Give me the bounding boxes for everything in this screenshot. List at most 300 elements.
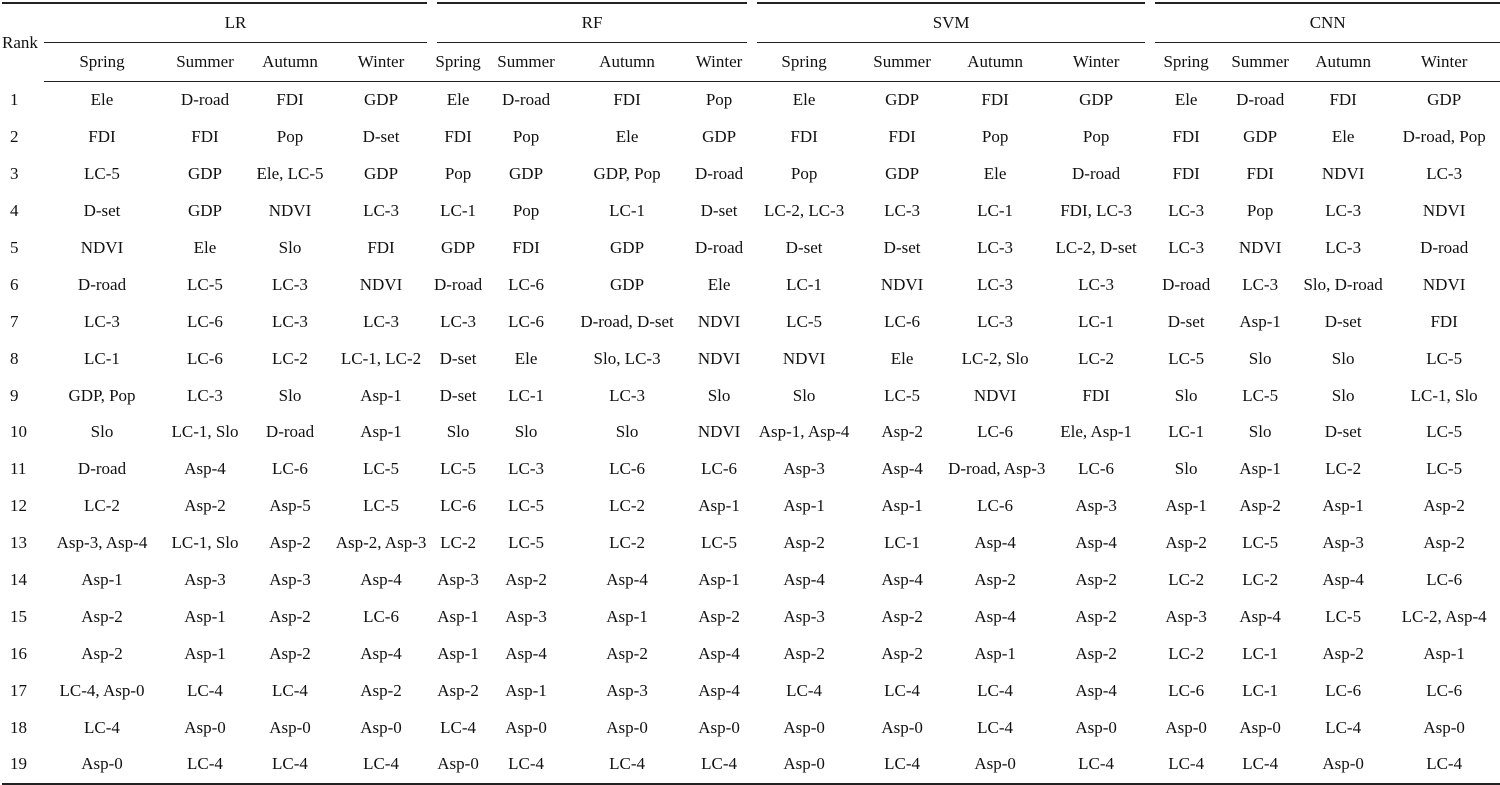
lr-cell: LC-1, Slo bbox=[171, 422, 239, 442]
cnn-cell: LC-3 bbox=[1242, 274, 1279, 294]
cnn-cell: Asp-2 bbox=[1423, 496, 1465, 516]
rf-cell: Ele bbox=[615, 127, 639, 147]
cnn-cell: D-set bbox=[1324, 422, 1362, 442]
rf-cell: Pop bbox=[512, 127, 540, 147]
rf-cell: LC-5 bbox=[701, 533, 738, 553]
svm-cell: Asp-4 bbox=[881, 570, 923, 590]
table-row bbox=[2, 635, 1500, 672]
lr-cell: D-road bbox=[265, 422, 315, 442]
rf-cell: Pop bbox=[705, 90, 733, 110]
lr-cell: LC-4 bbox=[330, 746, 432, 784]
cnn-cell: LC-2 bbox=[1168, 643, 1205, 663]
lr-cell: D-set bbox=[83, 201, 121, 221]
rf-cell: D-set bbox=[439, 348, 477, 368]
cnn-cell: Asp-0 bbox=[1239, 717, 1281, 737]
cnn-cell: LC-6 bbox=[1426, 680, 1463, 700]
rank-cell: 12 bbox=[10, 496, 27, 516]
rf-cell: Asp-2 bbox=[505, 570, 547, 590]
rf-cell: LC-3 bbox=[609, 385, 645, 405]
svm-cell: GDP bbox=[885, 90, 920, 110]
cnn-cell: Slo bbox=[1331, 385, 1355, 405]
svm-cell: LC-4 bbox=[856, 746, 948, 784]
rf-cell: LC-2 bbox=[609, 533, 645, 553]
season-header-lr-summer: Summer bbox=[160, 43, 250, 82]
table-row bbox=[2, 451, 1500, 488]
svm-cell: LC-4 bbox=[977, 680, 1014, 700]
lr-cell: Asp-1 bbox=[184, 643, 226, 663]
rank-header: Rank bbox=[2, 32, 38, 52]
rf-cell: Asp-4 bbox=[698, 680, 740, 700]
cnn-cell: LC-5 bbox=[1426, 422, 1463, 442]
svm-cell: Slo bbox=[792, 385, 816, 405]
cnn-cell: FDI bbox=[1172, 164, 1200, 184]
lr-cell: Pop bbox=[276, 127, 304, 147]
lr-cell: D-road bbox=[77, 459, 127, 479]
lr-cell: GDP, Pop bbox=[68, 385, 136, 405]
rf-cell: Asp-3 bbox=[437, 570, 479, 590]
rf-cell: Asp-2 bbox=[606, 643, 648, 663]
lr-cell: LC-5 bbox=[84, 164, 120, 184]
rf-cell: Asp-1 bbox=[698, 570, 740, 590]
rf-cell: D-road bbox=[694, 164, 744, 184]
lr-cell: LC-4 bbox=[84, 717, 120, 737]
rf-cell: Slo bbox=[446, 422, 470, 442]
svm-cell: D-set bbox=[883, 238, 921, 257]
svm-cell: LC-5 bbox=[786, 311, 823, 331]
rf-cell: NDVI bbox=[697, 311, 741, 331]
svm-cell: LC-1 bbox=[884, 533, 921, 553]
lr-cell: LC-4 bbox=[187, 680, 223, 700]
lr-cell: Asp-0 bbox=[269, 717, 311, 737]
cnn-cell: Asp-3 bbox=[1322, 533, 1364, 553]
cnn-cell: FDI bbox=[1430, 311, 1458, 331]
lr-cell: D-road bbox=[180, 90, 230, 110]
svm-cell: LC-3 bbox=[977, 311, 1014, 331]
cnn-cell: LC-5 bbox=[1242, 533, 1279, 553]
rank-cell: 17 bbox=[10, 680, 27, 700]
lr-cell: Asp-1 bbox=[360, 422, 402, 442]
rf-cell: LC-6 bbox=[701, 459, 738, 479]
lr-cell: LC-2 bbox=[84, 496, 120, 516]
rf-cell: D-road bbox=[501, 90, 551, 110]
cnn-cell: D-road, Pop bbox=[1402, 127, 1486, 147]
table-row bbox=[2, 303, 1500, 340]
lr-cell: Asp-2, Asp-3 bbox=[335, 533, 427, 553]
cnn-cell: LC-5 bbox=[1168, 348, 1205, 368]
rank-cell: 5 bbox=[10, 238, 19, 257]
cnn-cell: Slo bbox=[1248, 348, 1272, 368]
lr-cell: FDI bbox=[191, 127, 219, 147]
rf-cell: Asp-3 bbox=[505, 606, 547, 626]
cnn-cell: Asp-1 bbox=[1239, 459, 1281, 479]
rf-cell: GDP bbox=[610, 238, 645, 257]
lr-cell: Asp-4 bbox=[360, 570, 402, 590]
lr-cell: LC-6 bbox=[363, 606, 399, 626]
lr-cell: Asp-1 bbox=[360, 385, 402, 405]
lr-cell: Asp-5 bbox=[269, 496, 311, 516]
cnn-cell: LC-1, Slo bbox=[1410, 385, 1478, 405]
lr-cell: LC-3 bbox=[187, 385, 223, 405]
lr-cell: GDP bbox=[364, 164, 399, 184]
lr-cell: Ele bbox=[193, 238, 217, 257]
lr-cell: Asp-3 bbox=[184, 570, 226, 590]
rf-cell: D-road bbox=[433, 274, 483, 294]
rank-cell: 8 bbox=[10, 348, 19, 368]
rf-cell: LC-4 bbox=[686, 746, 752, 784]
svm-cell: Asp-2 bbox=[1075, 643, 1117, 663]
cnn-cell: LC-6 bbox=[1325, 680, 1362, 700]
rf-cell: FDI bbox=[613, 90, 641, 110]
rf-cell: Asp-2 bbox=[437, 680, 479, 700]
svm-cell: Asp-4 bbox=[881, 459, 923, 479]
lr-cell: NDVI bbox=[268, 201, 312, 221]
lr-cell: Asp-4 bbox=[360, 643, 402, 663]
svm-cell: Asp-0 bbox=[1075, 717, 1117, 737]
cnn-cell: LC-6 bbox=[1426, 570, 1463, 590]
table-row bbox=[2, 598, 1500, 635]
rf-cell: LC-6 bbox=[508, 311, 544, 331]
season-header-lr-autumn: Autumn bbox=[250, 43, 330, 82]
rf-cell: Ele bbox=[446, 90, 470, 110]
cnn-cell: Asp-0 bbox=[1298, 746, 1388, 784]
lr-cell: LC-6 bbox=[187, 348, 223, 368]
lr-cell: GDP bbox=[364, 90, 399, 110]
cnn-cell: NDVI bbox=[1422, 274, 1466, 294]
svm-cell: LC-4 bbox=[977, 717, 1014, 737]
season-header-cnn-summer: Summer bbox=[1222, 43, 1298, 82]
lr-cell: GDP bbox=[187, 164, 222, 184]
cnn-cell: Ele bbox=[1331, 127, 1355, 147]
cnn-cell: LC-5 bbox=[1426, 459, 1463, 479]
model-header-cnn: CNN bbox=[1150, 3, 1500, 43]
svm-cell: Asp-0 bbox=[881, 717, 923, 737]
cnn-cell: Asp-4 bbox=[1322, 570, 1364, 590]
rank-cell: 3 bbox=[10, 164, 19, 184]
cnn-cell: FDI bbox=[1246, 164, 1274, 184]
svm-cell: Asp-1 bbox=[974, 643, 1016, 663]
lr-cell: LC-5 bbox=[363, 496, 399, 516]
svm-cell: D-road bbox=[1072, 164, 1121, 184]
rf-cell: LC-5 bbox=[508, 533, 544, 553]
cnn-cell: LC-2, Asp-4 bbox=[1401, 606, 1487, 626]
rf-cell: Pop bbox=[512, 201, 540, 221]
svm-cell: Asp-2 bbox=[1075, 606, 1117, 626]
lr-cell: LC-4 bbox=[160, 746, 250, 784]
rf-cell: Asp-0 bbox=[505, 717, 547, 737]
svm-cell: FDI bbox=[1082, 385, 1110, 405]
rank-cell: 7 bbox=[10, 311, 19, 331]
svm-cell: LC-2, LC-3 bbox=[763, 201, 845, 221]
cnn-cell: Asp-0 bbox=[1165, 717, 1207, 737]
svm-cell: D-road, Asp-3 bbox=[948, 459, 1046, 479]
cnn-cell: LC-1 bbox=[1242, 680, 1279, 700]
svm-cell: NDVI bbox=[973, 385, 1017, 405]
lr-cell: LC-2 bbox=[272, 348, 308, 368]
rf-cell: Asp-4 bbox=[698, 643, 740, 663]
svm-cell: FDI bbox=[888, 127, 916, 147]
svm-cell: Ele bbox=[983, 164, 1007, 184]
svm-cell: Asp-1, Asp-4 bbox=[758, 422, 850, 442]
cnn-cell: Slo bbox=[1174, 385, 1198, 405]
lr-cell: Slo bbox=[278, 385, 302, 405]
cnn-cell: LC-2 bbox=[1242, 570, 1279, 590]
rf-cell: Asp-1 bbox=[505, 680, 547, 700]
svm-cell: Asp-4 bbox=[1075, 680, 1117, 700]
lr-cell: LC-1, Slo bbox=[171, 533, 239, 553]
svm-cell: FDI, LC-3 bbox=[1060, 201, 1132, 221]
lr-cell: Asp-2 bbox=[81, 643, 123, 663]
cnn-cell: Asp-1 bbox=[1239, 311, 1281, 331]
cnn-cell: Slo bbox=[1174, 459, 1198, 479]
lr-cell: LC-4, Asp-0 bbox=[59, 680, 145, 700]
svm-cell: NDVI bbox=[782, 348, 826, 368]
lr-cell: Asp-0 bbox=[44, 746, 160, 784]
svm-cell: Ele bbox=[890, 348, 914, 368]
svm-cell: GDP bbox=[1079, 90, 1114, 110]
svm-cell: LC-6 bbox=[977, 422, 1014, 442]
lr-cell: FDI bbox=[88, 127, 116, 147]
rf-cell: LC-1 bbox=[609, 201, 645, 221]
lr-cell: Asp-2 bbox=[269, 643, 311, 663]
table-row bbox=[2, 709, 1500, 746]
feature-rank-table bbox=[2, 2, 1500, 785]
svm-cell: LC-3 bbox=[977, 274, 1014, 294]
cnn-cell: D-set bbox=[1167, 311, 1205, 331]
season-header-lr-winter: Winter bbox=[330, 43, 432, 82]
lr-cell: Asp-2 bbox=[360, 680, 402, 700]
lr-cell: LC-3 bbox=[272, 274, 308, 294]
rf-cell: Slo bbox=[615, 422, 639, 442]
rf-cell: LC-1 bbox=[508, 385, 544, 405]
lr-cell: FDI bbox=[276, 90, 304, 110]
rf-cell: Asp-1 bbox=[698, 496, 740, 516]
cnn-cell: Asp-1 bbox=[1423, 643, 1465, 663]
table-row bbox=[2, 488, 1500, 525]
svm-cell: LC-2, Slo bbox=[961, 348, 1029, 368]
table-row bbox=[2, 119, 1500, 156]
svm-cell: LC-3 bbox=[977, 238, 1014, 257]
cnn-cell: NDVI bbox=[1422, 201, 1466, 221]
cnn-cell: D-set bbox=[1324, 311, 1362, 331]
cnn-cell: FDI bbox=[1329, 90, 1357, 110]
season-header-svm-summer: Summer bbox=[856, 43, 948, 82]
rf-cell: LC-4 bbox=[568, 746, 686, 784]
svm-cell: Asp-2 bbox=[783, 533, 825, 553]
rf-cell: LC-1 bbox=[440, 201, 476, 221]
lr-cell: Asp-2 bbox=[269, 533, 311, 553]
rf-cell: D-road, D-set bbox=[580, 311, 674, 331]
cnn-cell: LC-4 bbox=[1388, 746, 1500, 784]
svm-cell: LC-1 bbox=[977, 201, 1014, 221]
rf-cell: LC-5 bbox=[508, 496, 544, 516]
rf-cell: LC-2 bbox=[440, 533, 476, 553]
table-row bbox=[2, 377, 1500, 414]
svm-cell: Ele, Asp-1 bbox=[1060, 422, 1132, 442]
lr-cell: Slo bbox=[278, 238, 302, 257]
rf-cell: D-road bbox=[694, 238, 744, 257]
rank-cell: 4 bbox=[10, 201, 19, 221]
rf-cell: LC-3 bbox=[508, 459, 544, 479]
cnn-cell: Asp-2 bbox=[1423, 533, 1465, 553]
rf-cell: GDP bbox=[702, 127, 737, 147]
season-header-rf-autumn: Autumn bbox=[568, 43, 686, 82]
svm-cell: Asp-2 bbox=[881, 422, 923, 442]
season-header-svm-spring: Spring bbox=[752, 43, 856, 82]
rank-cell: 10 bbox=[10, 422, 27, 442]
rf-cell: Slo, LC-3 bbox=[593, 348, 661, 368]
rf-cell: Asp-1 bbox=[437, 606, 479, 626]
cnn-cell: Asp-1 bbox=[1322, 496, 1364, 516]
svm-cell: Asp-2 bbox=[974, 570, 1016, 590]
cnn-cell: Asp-1 bbox=[1165, 496, 1207, 516]
table-row bbox=[2, 746, 1500, 784]
svm-cell: Asp-4 bbox=[1075, 533, 1117, 553]
cnn-cell: LC-4 bbox=[1222, 746, 1298, 784]
rf-cell: Asp-0 bbox=[606, 717, 648, 737]
rf-cell: Asp-2 bbox=[698, 606, 740, 626]
svm-cell: LC-5 bbox=[884, 385, 921, 405]
lr-cell: Asp-3 bbox=[269, 570, 311, 590]
svm-cell: Asp-4 bbox=[974, 606, 1016, 626]
svm-cell: Pop bbox=[1082, 127, 1110, 147]
rank-cell: 15 bbox=[10, 606, 27, 626]
rf-cell: NDVI bbox=[697, 348, 741, 368]
rf-cell: GDP bbox=[610, 274, 645, 294]
cnn-cell: LC-3 bbox=[1325, 201, 1362, 221]
lr-cell: Asp-4 bbox=[184, 459, 226, 479]
svm-cell: Asp-1 bbox=[881, 496, 923, 516]
lr-cell: LC-1, LC-2 bbox=[340, 348, 422, 368]
svm-cell: Asp-4 bbox=[974, 533, 1016, 553]
table-row bbox=[2, 156, 1500, 193]
cnn-cell: Slo bbox=[1248, 422, 1272, 442]
lr-cell: Asp-3, Asp-4 bbox=[56, 533, 148, 553]
lr-cell: LC-4 bbox=[272, 680, 308, 700]
rf-cell: Ele bbox=[514, 348, 538, 368]
rf-cell: GDP, Pop bbox=[593, 164, 661, 184]
cnn-cell: LC-1 bbox=[1242, 643, 1279, 663]
svm-cell: FDI bbox=[790, 127, 818, 147]
cnn-cell: Asp-0 bbox=[1423, 717, 1465, 737]
svm-cell: Asp-3 bbox=[783, 459, 825, 479]
svm-cell: LC-4 bbox=[884, 680, 921, 700]
rf-cell: Asp-4 bbox=[505, 643, 547, 663]
cnn-cell: LC-4 bbox=[1325, 717, 1362, 737]
rank-cell: 1 bbox=[10, 90, 19, 110]
rf-cell: Asp-3 bbox=[606, 680, 648, 700]
lr-cell: Asp-0 bbox=[184, 717, 226, 737]
svm-cell: LC-6 bbox=[884, 311, 921, 331]
season-header-cnn-winter: Winter bbox=[1388, 43, 1500, 82]
lr-cell: Ele, LC-5 bbox=[256, 164, 324, 184]
model-header-svm: SVM bbox=[752, 3, 1150, 43]
rank-cell: 11 bbox=[10, 459, 27, 479]
rf-cell: Asp-1 bbox=[437, 643, 479, 663]
svm-cell: Asp-0 bbox=[783, 717, 825, 737]
rf-cell: GDP bbox=[441, 238, 476, 257]
lr-cell: D-road bbox=[77, 274, 127, 294]
season-header-row bbox=[2, 43, 1500, 82]
table-row bbox=[2, 340, 1500, 377]
table-body bbox=[2, 82, 1500, 784]
svm-cell: LC-6 bbox=[1078, 459, 1115, 479]
cnn-cell: LC-1 bbox=[1168, 422, 1205, 442]
cnn-cell: Asp-2 bbox=[1322, 643, 1364, 663]
svm-cell: LC-3 bbox=[884, 201, 921, 221]
lr-cell: Slo bbox=[90, 422, 114, 442]
lr-cell: LC-5 bbox=[187, 274, 223, 294]
rank-cell: 13 bbox=[10, 533, 27, 553]
cnn-cell: NDVI bbox=[1321, 164, 1365, 184]
lr-cell: LC-6 bbox=[187, 311, 223, 331]
svm-cell: Asp-2 bbox=[881, 643, 923, 663]
cnn-cell: LC-3 bbox=[1426, 164, 1463, 184]
lr-cell: LC-6 bbox=[272, 459, 308, 479]
cnn-cell: Asp-2 bbox=[1165, 533, 1207, 553]
cnn-cell: NDVI bbox=[1238, 238, 1282, 257]
rf-cell: Slo bbox=[707, 385, 731, 405]
svm-cell: Asp-3 bbox=[783, 606, 825, 626]
table-row bbox=[2, 193, 1500, 230]
rf-cell: FDI bbox=[444, 127, 472, 147]
rank-cell: 19 bbox=[2, 746, 44, 784]
table-row bbox=[2, 672, 1500, 709]
rank-cell: 16 bbox=[10, 643, 27, 663]
rf-cell: NDVI bbox=[697, 422, 741, 442]
svm-cell: Asp-4 bbox=[783, 570, 825, 590]
table-row bbox=[2, 82, 1500, 119]
season-header-rf-spring: Spring bbox=[432, 43, 484, 82]
rf-cell: Asp-4 bbox=[606, 570, 648, 590]
table-row bbox=[2, 230, 1500, 267]
rf-cell: LC-6 bbox=[508, 274, 544, 294]
svm-cell: GDP bbox=[885, 164, 920, 184]
rf-cell: GDP bbox=[509, 164, 544, 184]
cnn-cell: LC-6 bbox=[1168, 680, 1205, 700]
table-row bbox=[2, 562, 1500, 599]
rf-cell: LC-3 bbox=[440, 311, 476, 331]
season-header-svm-winter: Winter bbox=[1042, 43, 1150, 82]
svm-cell: LC-4 bbox=[1042, 746, 1150, 784]
rank-cell: 14 bbox=[10, 570, 27, 590]
rf-cell: Ele bbox=[707, 274, 731, 294]
svm-cell: Pop bbox=[790, 164, 818, 184]
cnn-cell: Ele bbox=[1174, 90, 1198, 110]
cnn-cell: FDI bbox=[1172, 127, 1200, 147]
rank-cell: 6 bbox=[10, 274, 19, 294]
lr-cell: NDVI bbox=[359, 274, 403, 294]
svm-cell: LC-1 bbox=[786, 274, 823, 294]
svm-cell: Asp-3 bbox=[1075, 496, 1117, 516]
lr-cell: Ele bbox=[90, 90, 114, 110]
model-header-lr: LR bbox=[44, 3, 432, 43]
model-header-row bbox=[2, 3, 1500, 43]
rf-cell: LC-6 bbox=[609, 459, 645, 479]
rf-cell: FDI bbox=[512, 238, 540, 257]
svm-cell: LC-3 bbox=[1078, 274, 1115, 294]
lr-cell: D-set bbox=[362, 127, 400, 147]
cnn-cell: Asp-3 bbox=[1165, 606, 1207, 626]
rf-cell: LC-5 bbox=[440, 459, 476, 479]
rank-cell: 2 bbox=[10, 127, 19, 147]
cnn-cell: Slo, D-road bbox=[1303, 274, 1383, 294]
svm-cell: Asp-0 bbox=[948, 746, 1042, 784]
svm-cell: LC-1 bbox=[1078, 311, 1115, 331]
lr-cell: LC-3 bbox=[84, 311, 120, 331]
cnn-cell: GDP bbox=[1427, 90, 1462, 110]
season-header-svm-autumn: Autumn bbox=[948, 43, 1042, 82]
cnn-cell: Slo bbox=[1331, 348, 1355, 368]
